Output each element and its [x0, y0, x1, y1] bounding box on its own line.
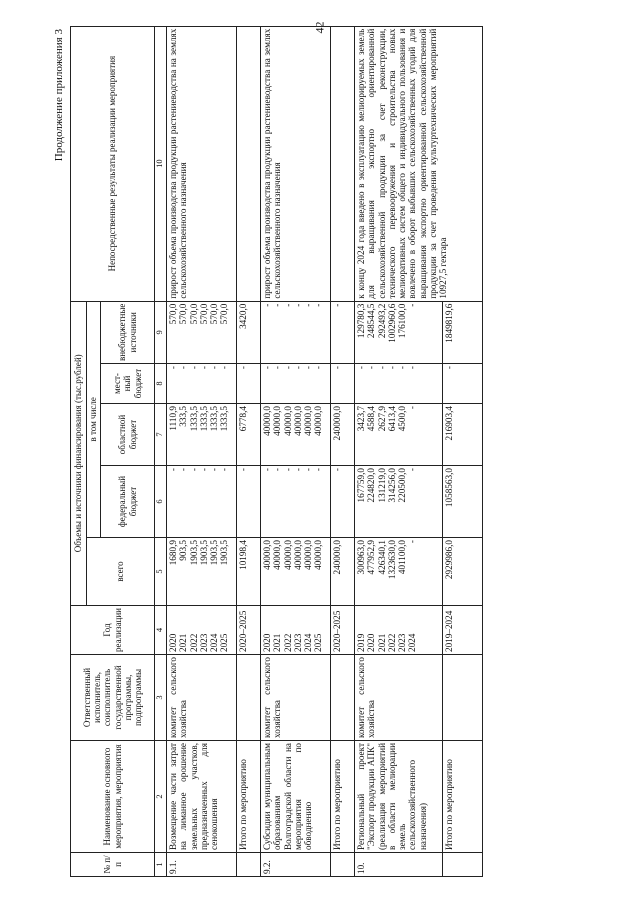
row-regional: 6778,4	[237, 404, 261, 466]
row-local: - - - - - -	[167, 364, 237, 404]
row-local: - - - - - -	[355, 364, 443, 404]
header-in-that: в том числе	[87, 301, 101, 537]
row-num	[443, 853, 483, 877]
row-local: -	[237, 364, 261, 404]
row-federal: - - - - - -	[167, 466, 237, 538]
header-name: Наименование основного мероприятия, мероприятия	[71, 741, 155, 853]
row-result	[237, 26, 261, 301]
col-number: 9	[155, 301, 167, 363]
row-local: - - - - - -	[261, 364, 331, 404]
row-regional: 40000,0 40000,0 40000,0 40000,0 40000,0 40000,0	[261, 404, 331, 466]
row-offbudget: 129780,3 248544,5 292493,2 1002960,6 176100,0 -	[355, 301, 443, 363]
row-result	[331, 26, 355, 301]
row-years: 2019 2020 2021 2022 2023 2024	[355, 606, 443, 655]
col-number: 4	[155, 606, 167, 655]
row-federal: -	[237, 466, 261, 538]
header-total: всего	[87, 538, 155, 606]
row-total: 10198,4	[237, 538, 261, 606]
row-offbudget: 3420,0	[237, 301, 261, 363]
col-number: 3	[155, 655, 167, 741]
row-result: прирост объема производства продукции растениеводства на землях сельскохозяйственного назначения	[261, 26, 331, 301]
row-years: 2020–2025	[237, 606, 261, 655]
table-row-total	[237, 26, 261, 876]
row-federal: - - - - - -	[261, 466, 331, 538]
col-number: 1	[155, 853, 167, 877]
row-regional: 3423,7 4588,4 2627,9 6413,4 4500,0 -	[355, 404, 443, 466]
col-number: 5	[155, 538, 167, 606]
row-years: 2020–2025	[331, 606, 355, 655]
row-name: Итого по мероприятию	[443, 741, 483, 853]
row-num	[331, 853, 355, 877]
row-offbudget: - - - - - -	[261, 301, 331, 363]
row-federal: 1058563,0	[443, 466, 483, 538]
row-name: Возмещение части затрат на лиманное орошение земельных участков, предназначенных для сенокошения	[167, 741, 237, 853]
row-name: Итого по мероприятию	[331, 741, 355, 853]
row-responsible	[331, 655, 355, 741]
row-responsible: комитет сельского хозяйства	[355, 655, 443, 741]
row-years: 2020 2021 2022 2023 2024 2025	[261, 606, 331, 655]
row-responsible	[237, 655, 261, 741]
table-row-total	[331, 26, 355, 876]
row-name: Итого по мероприятию	[237, 741, 261, 853]
col-number: 6	[155, 466, 167, 538]
row-regional: 240000,0	[331, 404, 355, 466]
header-regional: областной бюджет	[101, 404, 155, 466]
row-name: Субсидии муниципальным образованиям Волгоградской области на мероприятия по обводнению	[261, 741, 331, 853]
row-regional: 216903,4	[443, 404, 483, 466]
row-total: 40000,0 40000,0 40000,0 40000,0 40000,0 40000,0	[261, 538, 331, 606]
col-number: 7	[155, 404, 167, 466]
row-total: 300963,0 477952,9 426340,1 1323630,0 401100,0 -	[355, 538, 443, 606]
page-number: 42	[312, 21, 327, 34]
row-total: 240000,0	[331, 538, 355, 606]
row-local: -	[331, 364, 355, 404]
col-number: 10	[155, 26, 167, 301]
header-offbudget: внебюджетные источники	[101, 301, 155, 363]
row-federal: -	[331, 466, 355, 538]
continuation-label: Продолжение приложения 3	[53, 29, 65, 162]
header-federal: федеральный бюджет	[101, 466, 155, 538]
header-local: мест- ный бюджет	[101, 364, 155, 404]
row-num: 10.	[355, 853, 443, 877]
row-total: 1680,9 903,5 1903,5 1903,5 1903,5 1903,5	[167, 538, 237, 606]
row-name: Региональный проект "Экспорт продукции АПК" (реализация мероприятий в области мелиорации земель сельскохозяйственного назначения)	[355, 741, 443, 853]
row-result: к концу 2024 года введено в эксплуатацию мелиорируемых земель для выращивания экспортно ориентированной сельскохозяйственной продукции за счет реконструкции, технического перевооружения и строительства новых мелиоративных систем общего и индивидуального пользования и вовлечено в оборот выбывших сельскохозяйственных угодий для выращивания экспортно ориентированной сельскохозяйственной продукции за счет проведения культуртехнических мероприятий 10927,5 гектара	[355, 26, 483, 301]
row-federal: 167759,0 224820,0 131219,0 314256,0 220500,0 -	[355, 466, 443, 538]
row-offbudget: 570,0 570,0 570,0 570,0 570,0 570,0	[167, 301, 237, 363]
row-offbudget: -	[331, 301, 355, 363]
header-funding: Объемы и источники финансирования (тыс.рублей)	[71, 301, 87, 605]
row-years: 2020 2021 2022 2023 2024 2025	[167, 606, 237, 655]
row-regional: 1110,9 333,5 1333,5 1333,5 1333,5 1333,5	[167, 404, 237, 466]
row-num: 9.2.	[261, 853, 331, 877]
row-responsible	[443, 655, 483, 741]
header-num: № п/п	[71, 853, 155, 877]
rotated-page	[48, 19, 594, 882]
header-results: Непосредственные результаты реализации мероприятия	[71, 26, 155, 301]
table-row	[355, 26, 443, 876]
table-row	[167, 26, 237, 876]
table-row	[261, 26, 331, 876]
row-responsible: комитет сельского хозяйства	[167, 655, 237, 741]
header-responsible: Ответственный исполнитель, соисполнитель государственной программы, подпрограммы	[71, 655, 155, 741]
row-num	[237, 853, 261, 877]
col-number: 8	[155, 364, 167, 404]
header-year: Год реализации	[71, 606, 155, 655]
row-responsible: комитет сельского хозяйства	[261, 655, 331, 741]
col-number: 2	[155, 741, 167, 853]
row-result: прирост объема производства продукции растениеводства на землях сельскохозяйственного назначения	[167, 26, 237, 301]
row-years: 2019–2024	[443, 606, 483, 655]
row-total: 2929986,0	[443, 538, 483, 606]
program-table	[70, 26, 483, 877]
row-num: 9.1.	[167, 853, 237, 877]
row-local: -	[443, 364, 483, 404]
row-offbudget: 1849819,6	[443, 301, 483, 363]
